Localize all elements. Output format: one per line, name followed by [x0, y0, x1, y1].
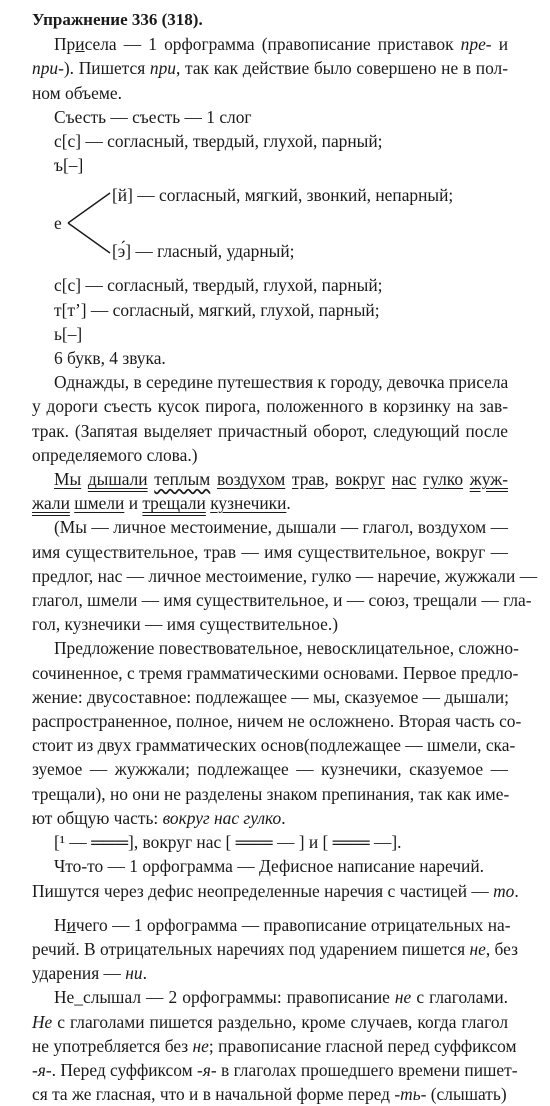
phonetic-row: ь[–] [54, 323, 83, 344]
phonetic-analysis [32, 105, 508, 370]
phonetic-branch-j: [й] — согласный, мягкий, звонкий, непарный; [112, 185, 454, 206]
sentence-scheme: [¹ — ═══], вокруг нас [ ═══ — ] и [ ═══ —]. [54, 832, 402, 853]
phonetic-row: ъ[–] [54, 155, 84, 176]
phonetic-branch-e: [э́] — гласный, ударный; [112, 241, 295, 262]
parsed-sentence: Мы дышали теплым воздухом трав, вокруг нас гулко жуж- жали шмели и трещали кузнечики. [32, 469, 509, 514]
phonetic-row: т[т’] — согласный, мягкий, глухой, парный; [54, 299, 380, 320]
paragraph-ne-slyshal: Не_слышал — 2 орфограммы: правописание не с глаголами. Не с глаголами пишется раздельно, кроме случаев, когда глагол не употребляется без не; правописание гласной перед суффиксом -я-. Перед суффиксом -я- в глаголах прошедшего времени пишет- ся та же гласная, что и в начальной форме перед -ть- (слышать) [32, 987, 518, 1105]
paragraph-story: Однажды, в середине путешествия к городу, девочка присела у дороги съесть кусок пирога, положенного в корзинку на зав- трак. (Запятая выделяет причастный оборот, следующий после определяемого слова.) [32, 372, 509, 465]
phonetic-row: с[с] — согласный, твердый, глухой, парный; [54, 275, 383, 296]
parts-of-speech: (Мы — личное местоимение, дышали — глагол, воздухом — имя существительное, трав — имя существительное, вокруг — предлог, нас — личное местоимение, гулко — наречие, жужжали — глагол, шмели — имя существительное, и — союз, трещали — гла- гол, кузнечики — имя существительное.) [32, 517, 538, 635]
phonetic-summary: 6 букв, 4 звука. [54, 348, 166, 369]
phonetic-letter-e: е [54, 213, 62, 234]
exercise-title: Упражнение 336 (318). [32, 10, 203, 29]
phonetic-header: Съесть — съесть — 1 слог [54, 106, 252, 127]
paragraph-chto-to: Что-то — 1 орфограмма — Дефисное написание наречий. Пишутся через дефис неопределенные наречия с частицей — то. [32, 856, 519, 901]
paragraph-nichego: Ничего — 1 орфограмма — правописание отрицательных на- речий. В отрицательных наречиях под ударением пишется не, без ударения — ни. [32, 914, 518, 984]
phonetic-branch [32, 177, 508, 273]
branch-lines [66, 177, 116, 273]
sentence-analysis: Предложение повествовательное, невосклицательное, сложно- сочиненное, с тремя грамматическими основами. Первое предло- жение: двусоставное: подлежащее — мы, сказуемое — дышали; распространенное, полное, ничем не осложнено. Вторая часть со- стоит из двух грамматических основ(подлежащее — шмели, ска- зуемое — жужжали; подлежащее — кузнечики, сказуемое — трещали), но они не разделены знаком препинания, так как име- ют общую часть: вокруг нас гулко. [32, 638, 522, 828]
phonetic-row: с[с] — согласный, твердый, глухой, парный; [54, 131, 383, 152]
paragraph-prisela: Присела — 1 орфограмма (правописание приставок пре- и при-). Пишется при, так как действие было совершено не в пол- ном объеме. [32, 34, 509, 103]
